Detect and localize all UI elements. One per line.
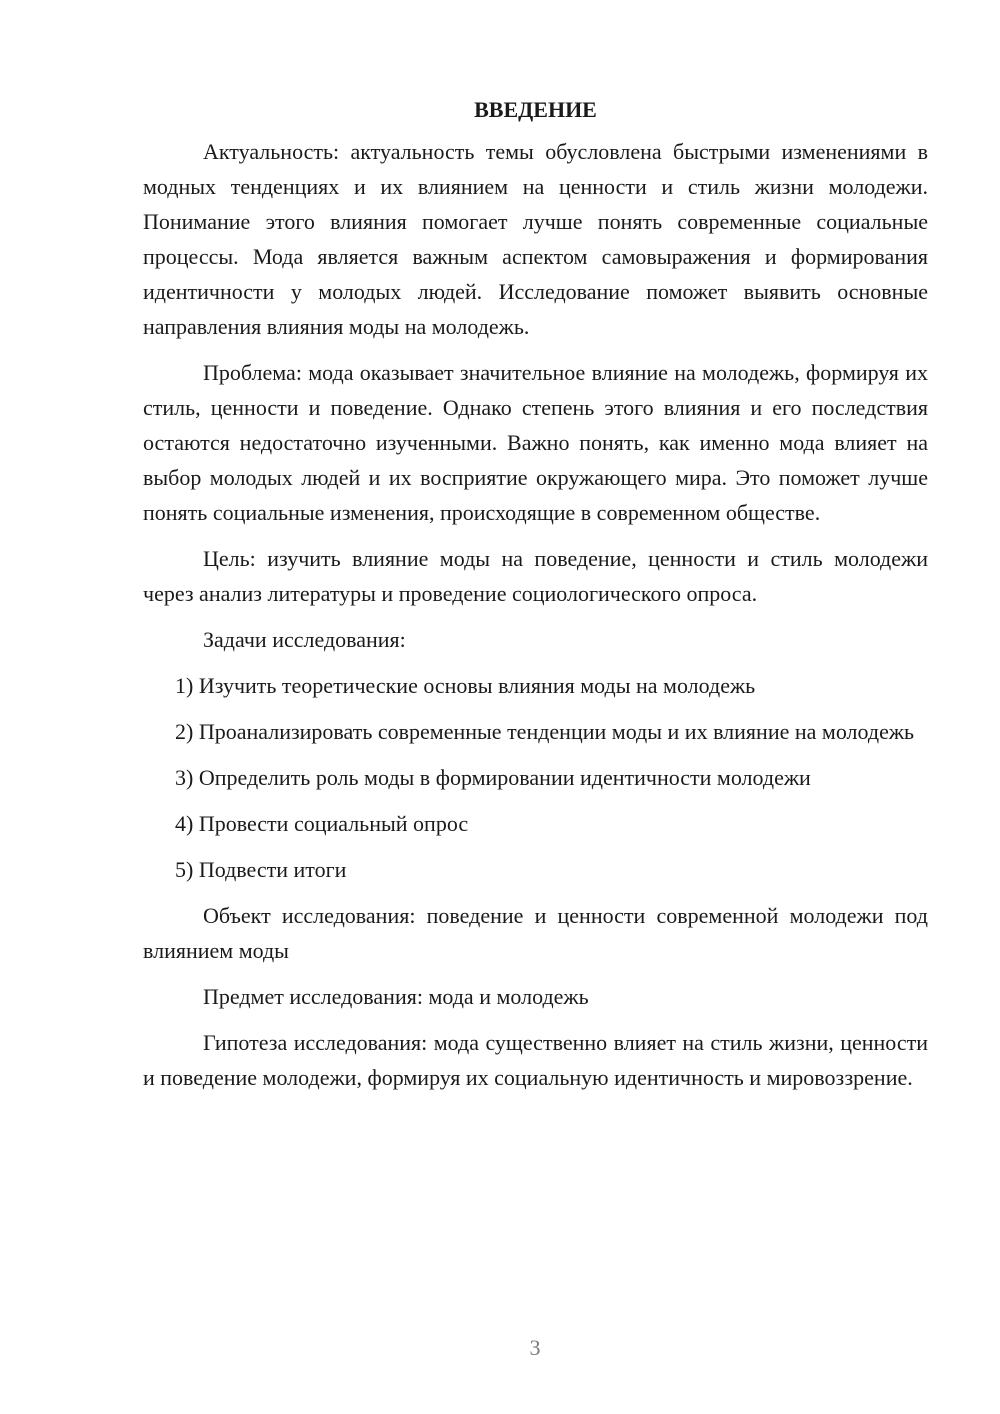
paragraph-object: Объект исследования: поведение и ценности современной молодежи под влиянием моды	[143, 903, 928, 963]
paragraph-hypothesis: Гипотеза исследования: мода существенно влияет на стиль жизни, ценности и поведение молодежи, формируя их социальную идентичность и мировоззрение.	[143, 1030, 928, 1090]
paragraph-problem: Проблема: мода оказывает значительное влияние на молодежь, формируя их стиль, ценности и поведение. Однако степень этого влияния и его последствия остаются недостаточно изученными. Важно понять, как именно мода влияет на выбор молодых людей и их восприятие окружающего мира. Это поможет лучше понять социальные изменения, происходящие в современном обществе.	[143, 360, 928, 525]
paragraph-relevance: Актуальность: актуальность темы обусловлена быстрыми изменениями в модных тенденциях и их влиянием на ценности и стиль жизни молодежи. Понимание этого влияния помогает лучше понять современные социальные процессы. Мода является важным аспектом самовыражения и формирования идентичности у молодых людей. Исследование поможет выявить основные направления влияния моды на молодежь.	[143, 139, 928, 339]
task-item-1: 1) Изучить теоретические основы влияния моды на молодежь	[175, 673, 756, 698]
paragraph-subject: Предмет исследования: мода и молодежь	[203, 984, 589, 1009]
section-heading: ВВЕДЕНИЕ	[474, 97, 597, 122]
paragraph-goal: Цель: изучить влияние моды на поведение, ценности и стиль молодежи через анализ литературы и проведение социологического опроса.	[143, 546, 928, 606]
task-item-5: 5) Подвести итоги	[175, 857, 347, 882]
task-item-2: 2) Проанализировать современные тенденции моды и их влияние на молодежь	[175, 719, 915, 744]
page-number: 3	[529, 1335, 541, 1360]
page-content	[143, 92, 928, 1106]
tasks-title: Задачи исследования:	[203, 627, 406, 652]
task-item-3: 3) Определить роль моды в формировании идентичности молодежи	[175, 765, 811, 790]
task-item-4: 4) Провести социальный опрос	[175, 811, 469, 836]
